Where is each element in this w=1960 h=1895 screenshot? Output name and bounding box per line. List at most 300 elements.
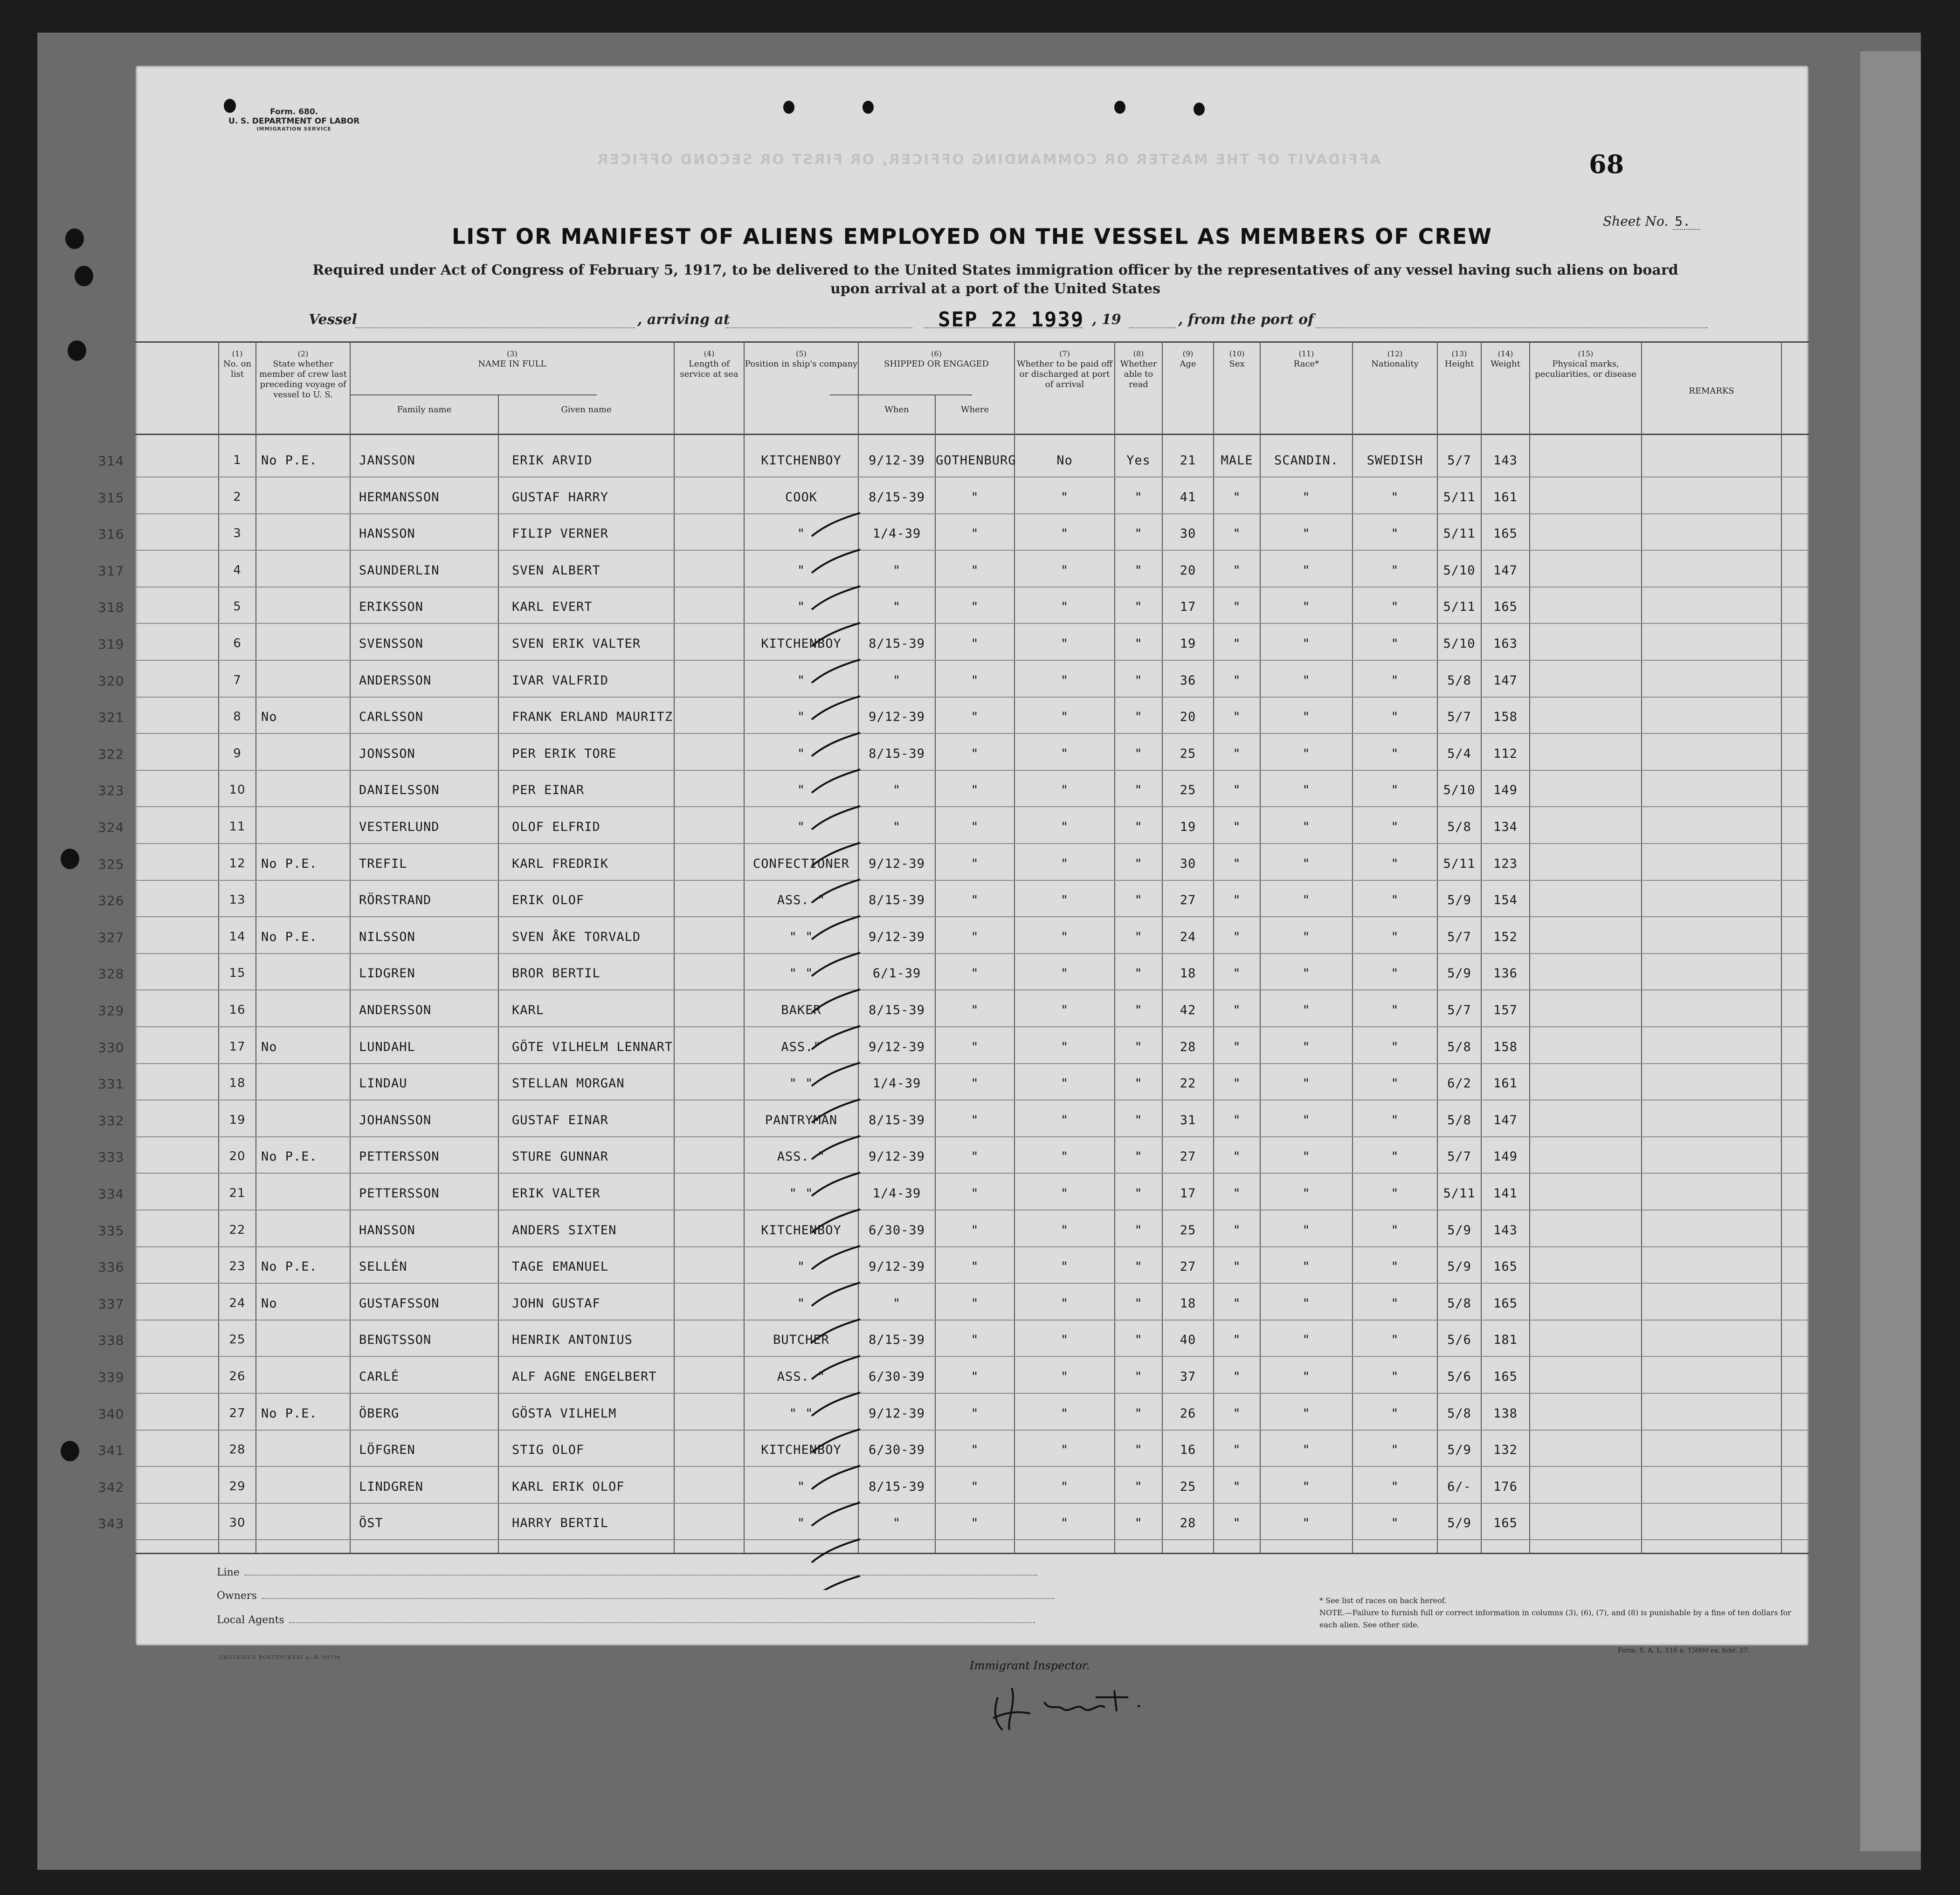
service-tick xyxy=(812,1502,860,1526)
service-tick xyxy=(812,550,860,573)
weight: 158 xyxy=(1493,1039,1518,1054)
shipped-when: 6/30-39 xyxy=(869,1369,925,1384)
given-name: HARRY BERTIL xyxy=(512,1516,609,1531)
sex: " xyxy=(1233,1259,1241,1274)
family-name: SELLÉN xyxy=(359,1259,407,1274)
sex: " xyxy=(1233,1443,1241,1458)
sex: " xyxy=(1233,490,1241,505)
sex: " xyxy=(1233,746,1241,761)
shipped-when: 8/15-39 xyxy=(869,1003,925,1017)
race: " xyxy=(1302,1076,1311,1091)
nationality: " xyxy=(1391,673,1399,688)
able-to-read: " xyxy=(1134,1369,1143,1384)
service-tick xyxy=(812,513,860,536)
given-name: GUSTAF EINAR xyxy=(512,1113,609,1127)
paid-off: " xyxy=(1060,893,1069,908)
able-to-read: " xyxy=(1134,600,1143,615)
row-separator xyxy=(135,1466,1809,1467)
penalty-note: NOTE.—Failure to furnish full or correct information in columns (3), (6), (7), and (8) is punishable by a fine of ten dollars for each alien. See other side. xyxy=(1319,1608,1791,1629)
given-name: PER ERIK TORE xyxy=(512,746,617,761)
line-number: 335 xyxy=(98,1223,124,1238)
weight: 143 xyxy=(1493,1223,1518,1238)
age: 30 xyxy=(1180,526,1196,541)
header-col-15: (15) Physical marks, peculiarities, or disease xyxy=(1535,349,1636,379)
shipped-where: " xyxy=(971,1223,979,1238)
paid-off: " xyxy=(1060,673,1069,688)
height: 5/8 xyxy=(1447,820,1471,834)
shipped-where: " xyxy=(971,636,979,651)
service-tick xyxy=(812,989,860,1013)
shipped-subheader-line xyxy=(830,394,972,395)
row-separator xyxy=(135,1356,1809,1357)
paid-off: " xyxy=(1060,966,1069,981)
able-to-read: " xyxy=(1134,783,1143,798)
shipped-where: " xyxy=(971,746,979,761)
nationality: " xyxy=(1391,1406,1399,1421)
position: KITCHENBOY xyxy=(761,1443,842,1458)
service-tick xyxy=(812,1136,860,1159)
service-tick xyxy=(812,1100,860,1123)
age: 41 xyxy=(1180,490,1196,505)
page-title: LIST OR MANIFEST OF ALIENS EMPLOYED ON THE VESSEL AS MEMBERS OF CREW xyxy=(451,224,1492,249)
row-separator xyxy=(135,1320,1809,1321)
given-name: SVEN ALBERT xyxy=(512,563,600,578)
paid-off: " xyxy=(1060,600,1069,615)
given-name: OLOF ELFRID xyxy=(512,820,600,834)
footnote xyxy=(1319,1595,1809,1631)
weight: 152 xyxy=(1493,929,1518,944)
able-to-read: " xyxy=(1134,673,1143,688)
table-bottom-border xyxy=(135,1553,1809,1554)
weight: 147 xyxy=(1493,673,1518,688)
race: " xyxy=(1302,1223,1311,1238)
list-number: 28 xyxy=(229,1443,246,1457)
able-to-read: " xyxy=(1134,856,1143,871)
shipped-when: " xyxy=(892,1296,901,1311)
service-tick xyxy=(812,1392,860,1416)
height: 5/7 xyxy=(1447,453,1471,468)
list-number: 11 xyxy=(229,820,246,834)
age: 40 xyxy=(1180,1333,1196,1348)
date-stamp: SEP 22 1939 xyxy=(938,308,1084,332)
position: CONFECTIONER xyxy=(752,856,850,871)
paid-off: " xyxy=(1060,929,1069,944)
header-col-11: (11) Race* xyxy=(1293,349,1319,369)
service-tick xyxy=(812,1209,860,1232)
weight: 147 xyxy=(1493,563,1518,578)
form-print-number: Form. S. A. L. 116 a. 15000 ex. febr. 37. xyxy=(1618,1647,1750,1654)
family-name: DANIELSSON xyxy=(359,783,440,798)
able-to-read: " xyxy=(1134,1333,1143,1348)
arriving-field xyxy=(726,311,912,328)
height: 5/8 xyxy=(1447,1039,1471,1054)
weight: 161 xyxy=(1493,490,1518,505)
sex: " xyxy=(1233,1039,1241,1054)
age: 17 xyxy=(1180,600,1196,615)
family-name: GUSTAFSSON xyxy=(359,1296,440,1311)
nationality: " xyxy=(1391,966,1399,981)
page-number: 68 xyxy=(1589,149,1624,179)
family-name: SAUNDERLIN xyxy=(359,563,440,578)
header-col-9: (9) Age xyxy=(1180,349,1196,369)
given-name: ERIK OLOF xyxy=(512,893,585,908)
shipped-when: " xyxy=(892,1516,901,1531)
header-col-4: (4) Length of service at sea xyxy=(680,349,738,379)
form-number: Form. 680. xyxy=(270,107,318,117)
height: 5/7 xyxy=(1447,710,1471,725)
col-line xyxy=(1529,341,1530,1553)
printer-mark: GROTADIUS BOKTRYCKERI A.-B. 00196 xyxy=(219,1654,341,1660)
page-subtitle: Required under Act of Congress of February 5, 1917, to be delivered to the United States immigration officer by the representatives of any vessel having such aliens on board upon arrival at a port of the United States xyxy=(312,262,1678,297)
family-name: RÖRSTRAND xyxy=(359,893,432,908)
header-col-5: (5) Position in ship's company xyxy=(745,349,858,369)
able-to-read: " xyxy=(1134,1003,1143,1017)
line-number: 318 xyxy=(98,600,124,616)
sex: " xyxy=(1233,820,1241,834)
family-name: SVENSSON xyxy=(359,636,424,651)
shipped-when: " xyxy=(892,820,901,834)
col-line xyxy=(1641,341,1642,1553)
service-tick xyxy=(812,1173,860,1196)
line-number: 316 xyxy=(98,526,124,542)
paid-off: " xyxy=(1060,1333,1069,1348)
family-name: VESTERLUND xyxy=(359,820,440,834)
nationality: " xyxy=(1391,893,1399,908)
race: " xyxy=(1302,1443,1311,1458)
shipped-when: 8/15-39 xyxy=(869,1479,925,1494)
age: 26 xyxy=(1180,1406,1196,1421)
row-separator xyxy=(135,806,1809,807)
shipped-when: 6/30-39 xyxy=(869,1223,925,1238)
row-separator xyxy=(135,770,1809,771)
race: " xyxy=(1302,966,1311,981)
list-number: 14 xyxy=(229,929,246,944)
weight: 141 xyxy=(1493,1186,1518,1201)
binder-hole xyxy=(863,101,874,114)
family-name: ÖST xyxy=(359,1516,383,1531)
shipped-when: 1/4-39 xyxy=(872,1186,921,1201)
able-to-read: " xyxy=(1134,1186,1143,1201)
last-voyage-status: No P.E. xyxy=(261,929,317,944)
weight: 163 xyxy=(1493,636,1518,651)
position: " xyxy=(797,710,806,725)
race: " xyxy=(1302,1003,1311,1017)
service-tick xyxy=(812,1026,860,1049)
able-to-read: " xyxy=(1134,1259,1143,1274)
family-name: BENGTSSON xyxy=(359,1333,432,1348)
race: " xyxy=(1302,490,1311,505)
list-number: 23 xyxy=(229,1259,246,1274)
weight: 165 xyxy=(1493,1516,1518,1531)
service-tick xyxy=(812,1429,860,1452)
punch-hole xyxy=(65,228,84,249)
year-label: , 19 xyxy=(1092,311,1121,328)
height: 5/4 xyxy=(1447,746,1471,761)
position: " xyxy=(797,673,806,688)
weight: 165 xyxy=(1493,1369,1518,1384)
height: 5/11 xyxy=(1443,490,1476,505)
name-subheader-line xyxy=(350,394,597,395)
shipped-where: " xyxy=(971,1259,979,1274)
last-voyage-status: No P.E. xyxy=(261,1259,317,1274)
paid-off: " xyxy=(1060,820,1069,834)
age: 27 xyxy=(1180,1259,1196,1274)
given-name: FRANK ERLAND MAURITZ xyxy=(512,710,673,725)
sex: " xyxy=(1233,1406,1241,1421)
paid-off: " xyxy=(1060,710,1069,725)
sex: " xyxy=(1233,1003,1241,1017)
given-name: IVAR VALFRID xyxy=(512,673,609,688)
service-tick xyxy=(812,623,860,646)
shipped-where: " xyxy=(971,1369,979,1384)
height: 5/9 xyxy=(1447,966,1471,981)
race: " xyxy=(1302,1296,1311,1311)
race: " xyxy=(1302,783,1311,798)
binder-hole xyxy=(783,101,794,114)
race: " xyxy=(1302,929,1311,944)
list-number: 1 xyxy=(233,453,242,467)
paid-off: " xyxy=(1060,1039,1069,1054)
header-given-name: Given name xyxy=(561,405,612,415)
position: KITCHENBOY xyxy=(761,1223,842,1238)
row-separator xyxy=(135,916,1809,917)
sex: " xyxy=(1233,1333,1241,1348)
able-to-read: " xyxy=(1134,929,1143,944)
service-tick xyxy=(812,769,860,793)
weight: 165 xyxy=(1493,1259,1518,1274)
height: 5/10 xyxy=(1443,563,1476,578)
header-when: When xyxy=(884,405,909,415)
able-to-read: " xyxy=(1134,526,1143,541)
age: 42 xyxy=(1180,1003,1196,1017)
line-number: 321 xyxy=(98,710,124,726)
shipped-where: " xyxy=(971,783,979,798)
race: " xyxy=(1302,893,1311,908)
position: " xyxy=(797,600,806,615)
family-name: LUNDAHL xyxy=(359,1039,415,1054)
weight: 143 xyxy=(1493,453,1518,468)
age: 25 xyxy=(1180,1479,1196,1494)
able-to-read: " xyxy=(1134,1076,1143,1091)
family-name: NILSSON xyxy=(359,929,415,944)
last-voyage-status: No xyxy=(261,1039,277,1054)
age: 16 xyxy=(1180,1443,1196,1458)
given-name: STIG OLOF xyxy=(512,1443,585,1458)
able-to-read: " xyxy=(1134,710,1143,725)
position: " xyxy=(797,746,806,761)
line-number: 342 xyxy=(98,1479,124,1495)
header-col-12: (12) Nationality xyxy=(1371,349,1419,369)
paid-off: " xyxy=(1060,563,1069,578)
line-number: 333 xyxy=(98,1149,124,1165)
col-line xyxy=(350,341,351,1553)
sex: " xyxy=(1233,1149,1241,1164)
line-number: 336 xyxy=(98,1259,124,1275)
position: " " xyxy=(789,1076,814,1091)
given-name: BROR BERTIL xyxy=(512,966,600,981)
header-family-name: Family name xyxy=(397,405,452,415)
family-name: ÖBERG xyxy=(359,1406,400,1421)
shipped-when: 8/15-39 xyxy=(869,636,925,651)
given-name: ALF AGNE ENGELBERT xyxy=(512,1369,657,1384)
header-col-14: (14) Weight xyxy=(1491,349,1520,369)
height: 5/7 xyxy=(1447,1149,1471,1164)
header-col-2: (2) State whether member of crew last preceding voyage of vessel to U. S. xyxy=(259,349,347,400)
able-to-read: Yes xyxy=(1126,453,1151,468)
nationality: " xyxy=(1391,600,1399,615)
last-voyage-status: No xyxy=(261,710,277,725)
position: PANTRYMAN xyxy=(765,1113,838,1127)
line-number: 343 xyxy=(98,1516,124,1532)
sex: " xyxy=(1233,1113,1241,1127)
nationality: " xyxy=(1391,1479,1399,1494)
given-name: TAGE EMANUEL xyxy=(512,1259,609,1274)
sex: " xyxy=(1233,1369,1241,1384)
shipped-where: " xyxy=(971,1406,979,1421)
line-number: 322 xyxy=(98,746,124,762)
given-name: GÖTE VILHELM LENNART xyxy=(512,1039,673,1054)
punch-hole xyxy=(68,340,86,361)
footer-owners: Owners xyxy=(217,1590,1054,1602)
able-to-read: " xyxy=(1134,893,1143,908)
vessel-line xyxy=(309,308,1707,335)
service-tick xyxy=(812,1246,860,1269)
shipped-when: 8/15-39 xyxy=(869,1333,925,1348)
line-number: 325 xyxy=(98,856,124,872)
list-number: 27 xyxy=(229,1406,246,1420)
able-to-read: " xyxy=(1134,1223,1143,1238)
row-separator xyxy=(135,623,1809,624)
able-to-read: " xyxy=(1134,636,1143,651)
nationality: SWEDISH xyxy=(1366,453,1423,468)
given-name: KARL ERIK OLOF xyxy=(512,1479,625,1494)
age: 17 xyxy=(1180,1186,1196,1201)
weight: 161 xyxy=(1493,1076,1518,1091)
list-number: 13 xyxy=(229,893,246,907)
service-tick xyxy=(812,586,860,609)
list-number: 25 xyxy=(229,1333,246,1347)
nationality: " xyxy=(1391,710,1399,725)
list-number: 6 xyxy=(233,636,242,650)
punch-hole xyxy=(61,849,79,869)
manifest-page xyxy=(98,65,1809,1672)
paid-off: " xyxy=(1060,856,1069,871)
shipped-when: 1/4-39 xyxy=(872,526,921,541)
nationality: " xyxy=(1391,856,1399,871)
family-name: PETTERSSON xyxy=(359,1149,440,1164)
list-number: 24 xyxy=(229,1296,246,1310)
paid-off: " xyxy=(1060,1296,1069,1311)
able-to-read: " xyxy=(1134,820,1143,834)
sex: " xyxy=(1233,1296,1241,1311)
given-name: ANDERS SIXTEN xyxy=(512,1223,617,1238)
weight: 165 xyxy=(1493,526,1518,541)
service-tick xyxy=(812,916,860,940)
shipped-when: 8/15-39 xyxy=(869,1113,925,1127)
nationality: " xyxy=(1391,783,1399,798)
paid-off: No xyxy=(1056,453,1073,468)
shipped-when: 9/12-39 xyxy=(869,856,925,871)
nationality: " xyxy=(1391,1259,1399,1274)
shipped-where: GOTHENBURG xyxy=(936,453,1016,468)
age: 19 xyxy=(1180,636,1196,651)
given-name: SVEN ERIK VALTER xyxy=(512,636,641,651)
row-separator xyxy=(135,1136,1809,1137)
shipped-where: " xyxy=(971,1516,979,1531)
height: 5/11 xyxy=(1443,526,1476,541)
position: COOK xyxy=(785,490,818,505)
family-name: ANDERSSON xyxy=(359,673,432,688)
nationality: " xyxy=(1391,1223,1399,1238)
sex: " xyxy=(1233,600,1241,615)
shipped-where: " xyxy=(971,1113,979,1127)
list-number: 20 xyxy=(229,1149,246,1164)
age: 18 xyxy=(1180,966,1196,981)
footer-line: Line xyxy=(217,1567,1037,1578)
paid-off: " xyxy=(1060,1076,1069,1091)
sex: " xyxy=(1233,526,1241,541)
shipped-when: " xyxy=(892,600,901,615)
height: 5/9 xyxy=(1447,1516,1471,1531)
service-tick xyxy=(812,696,860,719)
family-name: LINDAU xyxy=(359,1076,407,1091)
row-separator xyxy=(135,587,1809,588)
weight: 165 xyxy=(1493,1296,1518,1311)
binder-hole xyxy=(1114,101,1125,114)
weight: 157 xyxy=(1493,1003,1518,1017)
vessel-label: Vessel xyxy=(309,311,357,328)
weight: 158 xyxy=(1493,710,1518,725)
row-separator xyxy=(135,550,1809,551)
list-number: 9 xyxy=(233,746,242,761)
shipped-where: " xyxy=(971,1479,979,1494)
list-number: 17 xyxy=(229,1039,246,1054)
race: " xyxy=(1302,820,1311,834)
header-col-13: (13) Height xyxy=(1444,349,1474,369)
race: " xyxy=(1302,1406,1311,1421)
age: 18 xyxy=(1180,1296,1196,1311)
given-name: KARL EVERT xyxy=(512,600,593,615)
line-number: 326 xyxy=(98,893,124,909)
shipped-when: 8/15-39 xyxy=(869,893,925,908)
height: 5/8 xyxy=(1447,1406,1471,1421)
nationality: " xyxy=(1391,929,1399,944)
family-name: ERIKSSON xyxy=(359,600,424,615)
last-voyage-status: No P.E. xyxy=(261,453,317,468)
weight: 147 xyxy=(1493,1113,1518,1127)
shipped-where: " xyxy=(971,1186,979,1201)
sex: " xyxy=(1233,1076,1241,1091)
paid-off: " xyxy=(1060,1259,1069,1274)
paid-off: " xyxy=(1060,490,1069,505)
shipped-when: 9/12-39 xyxy=(869,1259,925,1274)
shipped-when: 8/15-39 xyxy=(869,490,925,505)
family-name: LINDGREN xyxy=(359,1479,424,1494)
height: 5/9 xyxy=(1447,1443,1471,1458)
binder-hole xyxy=(1194,103,1205,116)
race: " xyxy=(1302,1516,1311,1531)
row-separator xyxy=(135,1430,1809,1431)
paid-off: " xyxy=(1060,526,1069,541)
position: ASS. " xyxy=(777,1149,826,1164)
height: 5/10 xyxy=(1443,783,1476,798)
paid-off: " xyxy=(1060,1479,1069,1494)
line-number: 338 xyxy=(98,1333,124,1349)
height: 5/9 xyxy=(1447,1259,1471,1274)
row-separator xyxy=(135,1063,1809,1064)
given-name: PER EINAR xyxy=(512,783,585,798)
service-tick xyxy=(812,879,860,903)
